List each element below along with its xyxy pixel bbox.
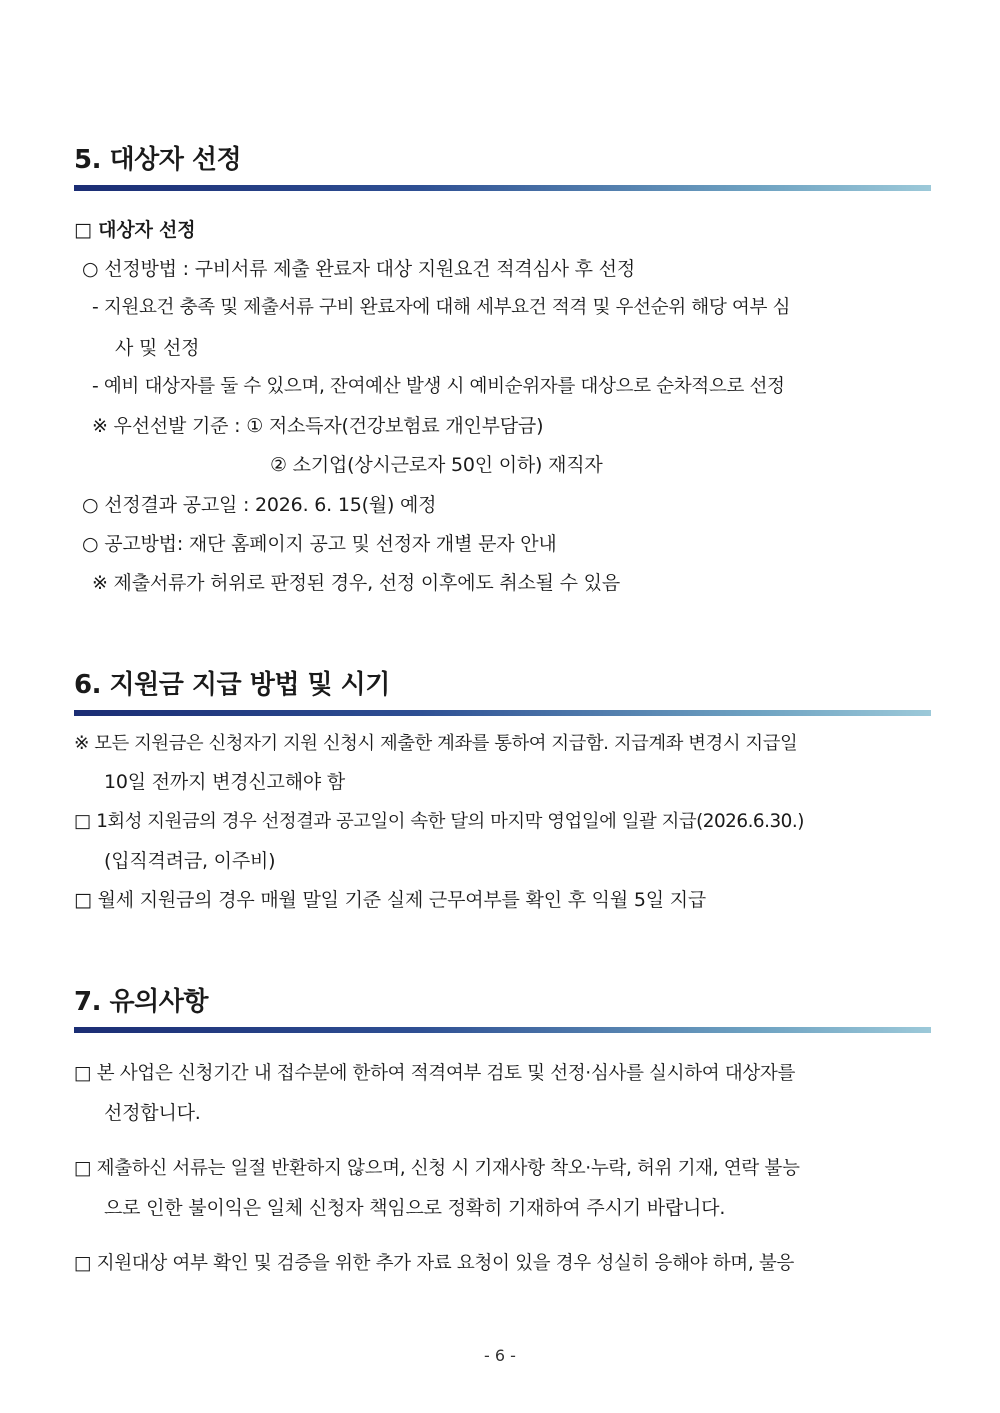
notice-2: □ 제출하신 서류는 일절 반환하지 않으며, 신청 시 기재사항 착오·누락, 허위 기재, 연락 불능	[74, 1158, 800, 1179]
payment-account-note-cont: 10일 전까지 변경신고해야 함	[104, 771, 345, 793]
section-7-rule	[74, 1027, 931, 1033]
selection-detail-2: - 예비 대상자를 둘 수 있으며, 잔여예산 발생 시 예비순위자를 대상으로 순차적으로 선정	[92, 376, 785, 397]
section-6	[74, 668, 931, 716]
section-7	[74, 985, 931, 1033]
announcement-method: ○ 공고방법: 재단 홈페이지 공고 및 선정자 개별 문자 안내	[82, 533, 557, 555]
one-time-payment-cont: (입직격려금, 이주비)	[104, 850, 276, 872]
announcement-date: ○ 선정결과 공고일 : 2026. 6. 15(월) 예정	[82, 494, 437, 516]
section-5-rule	[74, 185, 931, 191]
notice-1: □ 본 사업은 신청기간 내 접수분에 한하여 적격여부 검토 및 선정·심사를 실시하여 대상자를	[74, 1063, 796, 1084]
false-document-note: ※ 제출서류가 허위로 판정된 경우, 선정 이후에도 취소될 수 있음	[92, 572, 620, 594]
payment-account-note: ※ 모든 지원금은 신청자기 지원 신청시 제출한 계좌를 통하여 지급함. 지급계좌 변경시 지급일	[74, 733, 798, 754]
section-6-title: 6. 지원금 지급 방법 및 시기	[74, 670, 390, 700]
page-number: - 6 -	[484, 1346, 516, 1365]
notice-3: □ 지원대상 여부 확인 및 검증을 위한 추가 자료 요청이 있을 경우 성실히 응해야 하며, 불응	[74, 1253, 794, 1274]
notice-1-cont: 선정합니다.	[104, 1102, 201, 1124]
subheading-selection: □ 대상자 선정	[74, 219, 196, 241]
selection-detail-1-cont: 사 및 선정	[115, 337, 200, 359]
section-7-title: 7. 유의사항	[74, 987, 208, 1017]
rent-payment: □ 월세 지원금의 경우 매월 말일 기준 실제 근무여부를 확인 후 익월 5일 지급	[74, 889, 707, 911]
priority-criteria-2: ② 소기업(상시근로자 50인 이하) 재직자	[270, 454, 603, 476]
section-5-title: 5. 대상자 선정	[74, 145, 242, 175]
selection-detail-1: - 지원요건 충족 및 제출서류 구비 완료자에 대해 세부요건 적격 및 우선순위 해당 여부 심	[92, 297, 791, 318]
one-time-payment: □ 1회성 지원금의 경우 선정결과 공고일이 속한 달의 마지막 영업일에 일괄 지급(2026.6.30.)	[74, 811, 804, 832]
section-5	[74, 143, 931, 191]
section-6-rule	[74, 710, 931, 716]
priority-criteria-1: ※ 우선선발 기준 : ① 저소득자(건강보험료 개인부담금)	[92, 415, 544, 437]
notice-2-cont: 으로 인한 불이익은 일체 신청자 책임으로 정확히 기재하여 주시기 바랍니다.	[104, 1197, 726, 1219]
selection-method: ○ 선정방법 : 구비서류 제출 완료자 대상 지원요건 적격심사 후 선정	[82, 258, 635, 280]
